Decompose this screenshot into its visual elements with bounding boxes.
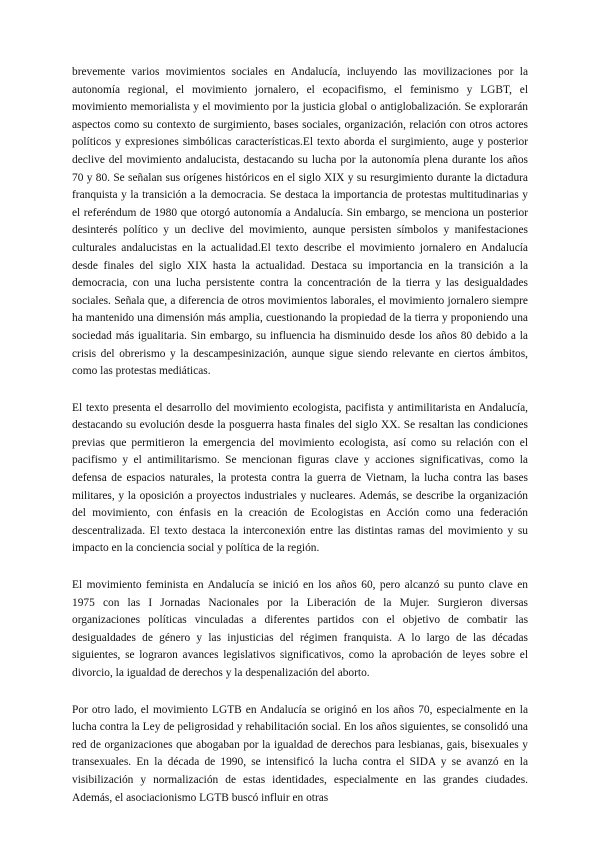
paragraph-feminist-movement: El movimiento feminista en Andalucía se inició en los años 60, pero alcanzó su punto clave en 1975 con las I Jornadas Nacionales por la Liberación de la Mujer. Surgieron diversas organizaciones políticas vinculadas a diferentes partidos con el objetivo de combatir las desigualdades de género y las injusticias del régimen franquista. A lo largo de las décadas siguientes, se lograron avances legislativos significativos, como la aprobación de leyes sobre el divorcio, la igualdad de derechos y la despenalización del aborto. xyxy=(72,579,528,679)
paragraph-social-movements-overview: brevemente varios movimientos sociales en Andalucía, incluyendo las movilizaciones por la autonomía regional, el movimiento jornalero, el ecopacifismo, el feminismo y LGBT, el movimiento memorialista y el movimiento por la justicia global o antiglobalización. Se explorarán aspectos como su contexto de surgimiento, bases sociales, organización, relación con otros actores políticos y expresiones simbólicas características.El texto aborda el surgimiento, auge y posterior declive del movimiento andalucista, destacando su lucha por la autonomía plena durante los años 70 y 80. Se señalan sus orígenes históricos en el siglo XIX y su resurgimiento durante la dictadura franquista y la transición a la democracia. Se destaca la importancia de protestas multitudinarias y el referéndum de 1980 que otorgó autonomía a Andalucía. Sin embargo, se menciona un posterior desinterés político y un declive del movimiento, aunque persisten símbolos y manifestaciones culturales andalucistas en la actualidad.El texto describe el movimiento jornalero en Andalucía desde finales del siglo XIX hasta la actualidad. Destaca su importancia en la transición a la democracia, con una lucha persistente contra la concentración de la tierra y las desigualdades sociales. Señala que, a diferencia de otros movimientos laborales, el movimiento jornalero siempre ha mantenido una dimensión más amplia, cuestionando la propiedad de la tierra y proponiendo una sociedad más igualitaria. Sin embargo, su influencia ha disminuido desde los años 80 debido a la crisis del obrerismo y la descampesinización, aunque sigue siendo relevante en ciertos ámbitos, como las protestas mediáticas. xyxy=(72,66,528,378)
paragraph-ecologist-movement: El texto presenta el desarrollo del movimiento ecologista, pacifista y antimilitarista en Andalucía, destacando su evolución desde la posguerra hasta finales del siglo XX. Se resaltan las condiciones previas que permitieron la emergencia del movimiento ecologista, así como su relación con el pacifismo y el antimilitarismo. Se mencionan figuras clave y acciones significativas, como la defensa de espacios naturales, la protesta contra la guerra de Vietnam, la lucha contra las bases militares, y la oposición a proyectos industriales y nucleares. Además, se describe la organización del movimiento, con énfasis en la creación de Ecologistas en Acción como una federación descentralizada. El texto destaca la interconexión entre las distintas ramas del movimiento y su impacto en la conciencia social y política de la región. xyxy=(72,401,528,555)
paragraph-lgtb-movement: Por otro lado, el movimiento LGTB en Andalucía se originó en los años 70, especialmente en la lucha contra la Ley de peligrosidad y rehabilitación social. En los años siguientes, se consolidó una red de organizaciones que abogaban por la igualdad de derechos para lesbianas, gais, bisexuales y transexuales. En la década de 1990, se intensificó la lucha contra el SIDA y se avanzó en la visibilización y normalización de estas identidades, especialmente en las grandes ciudades. Además, el asociacionismo LGTB buscó influir en otras xyxy=(72,703,528,804)
